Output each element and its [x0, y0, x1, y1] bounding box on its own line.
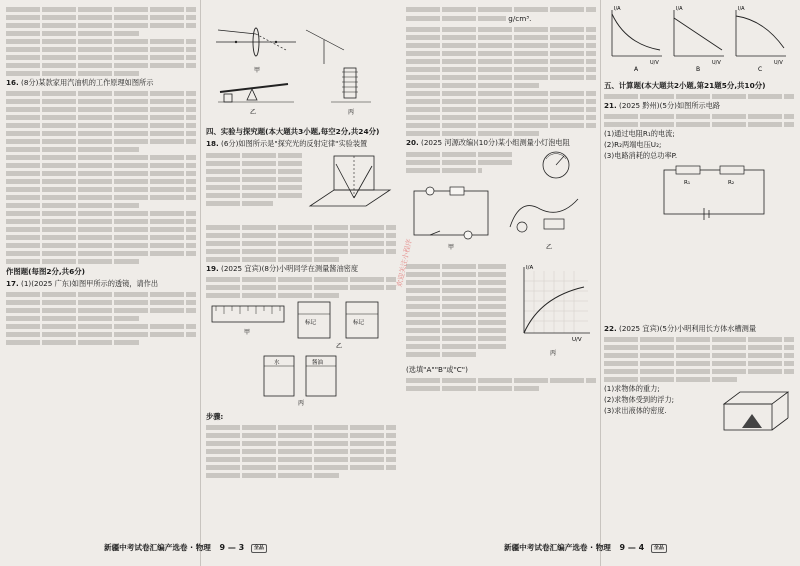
graph-axis-y: I/A [738, 6, 745, 12]
text-line [406, 43, 596, 48]
text-line [6, 163, 196, 168]
text-line [406, 312, 506, 317]
text-line [604, 122, 794, 127]
fig-label-jia: 甲 [448, 244, 455, 251]
text-line [206, 277, 396, 282]
text-line [604, 369, 794, 374]
q22-item-3: (3)求出液体的密度. [604, 406, 667, 415]
container-label: 标记 [353, 320, 365, 326]
steps-title: 步骤: [206, 412, 224, 421]
question-number: 18. [206, 139, 219, 148]
question-number: 16. [6, 78, 19, 87]
fig-label-bing: 丙 [550, 350, 557, 357]
text-line [406, 16, 506, 21]
text-line [206, 177, 302, 182]
text-line [406, 160, 514, 165]
text-line [406, 264, 506, 269]
text-line [6, 155, 196, 160]
text-line [406, 123, 596, 128]
text-line [6, 179, 196, 184]
text-line [6, 300, 196, 305]
text-line [6, 115, 196, 120]
container-1 [298, 302, 330, 338]
text-line [206, 441, 396, 446]
text-line [406, 152, 514, 157]
q22-item-2: (2)求物体受到的浮力; [604, 395, 675, 404]
footer-left [104, 541, 267, 555]
cylinder-label-soy: 酱油 [312, 360, 324, 366]
graph-axis-y: I/A [676, 6, 683, 12]
text-line [406, 59, 596, 64]
graph-axis-x: U/V [774, 60, 783, 66]
text-line [206, 169, 302, 174]
footer-page-number: 9 — 4 [619, 543, 645, 552]
section-5-title: 五、计算题(本大题共2小题,第21题5分,共10分) [604, 81, 766, 90]
iv-graph-svg [510, 261, 596, 361]
graph-axis-x: U/V [712, 60, 721, 66]
circuit-jia [414, 187, 488, 251]
footer-title: 新疆中考试卷汇编产选卷 · 物理 [504, 543, 611, 552]
cylinder-label-water: 水 [274, 360, 280, 366]
subsection-title: 作图题(每图2分,共6分) [6, 267, 85, 276]
text-line [6, 47, 196, 52]
text-line [406, 344, 506, 349]
publisher-badge: 全品 [651, 544, 667, 553]
text-line [206, 257, 339, 262]
option-graph-a [612, 6, 662, 73]
text-line [206, 193, 302, 198]
text-line [406, 75, 596, 80]
text-line [6, 259, 139, 264]
publisher-badge: 全品 [251, 544, 267, 553]
text-line [604, 353, 794, 358]
text-line [6, 308, 196, 313]
text-line [604, 345, 794, 350]
text-line [6, 203, 139, 208]
container-label: 标记 [305, 320, 317, 326]
text-line [6, 243, 196, 248]
text-line [406, 168, 482, 173]
question-text: (2025 宜宾)(5分)小明利用长方体水槽测量 [619, 324, 757, 333]
text-line [406, 280, 506, 285]
question-22 [604, 324, 794, 334]
text-line [206, 241, 396, 246]
text-line [604, 114, 794, 119]
text-line [6, 147, 139, 152]
text-line [406, 35, 596, 40]
text-line [206, 433, 396, 438]
question-number: 19. [206, 264, 219, 273]
container-2 [346, 302, 378, 338]
reflection-figure [306, 150, 394, 222]
meter-figure [518, 149, 594, 183]
q21-circuit [604, 162, 794, 224]
text-line [6, 131, 196, 136]
water-tank-figure [718, 384, 792, 434]
text-line [406, 91, 596, 96]
text-line [206, 249, 396, 254]
q20-body [406, 149, 596, 183]
text-line [206, 225, 396, 230]
column-3 [406, 4, 596, 393]
text-line [6, 195, 196, 200]
q22-items [604, 384, 712, 434]
column-2 [206, 124, 396, 480]
text-line [206, 457, 396, 462]
text-line [206, 201, 273, 206]
coil-figure [331, 68, 371, 116]
footer-right [504, 541, 667, 555]
question-number: 17. [6, 279, 19, 288]
text-line [406, 67, 596, 72]
question-20 [406, 138, 596, 148]
text-line [406, 320, 506, 325]
fig-label-yi: 乙 [546, 244, 553, 251]
text-line [6, 39, 196, 44]
text-line [6, 227, 196, 232]
text-line [406, 328, 506, 333]
text-line [206, 465, 396, 470]
graph-axis-y: I/A [614, 6, 621, 12]
text-line [206, 161, 302, 166]
text-line [206, 185, 302, 190]
footer-page-number: 9 — 3 [219, 543, 245, 552]
graph-axis-x: U/V [650, 60, 659, 66]
text-line [406, 336, 506, 341]
option-graph-b [674, 6, 724, 73]
q18-text [206, 150, 302, 222]
question-text: (6分)如图所示是"探究光的反射定律"实验装置 [221, 139, 368, 148]
figure-q17-svg [206, 20, 396, 120]
text-line [6, 55, 196, 60]
circuit-label-r1: R₁ [684, 180, 691, 186]
fig-label-jia: 甲 [244, 329, 251, 336]
text-line [406, 107, 596, 112]
lens-figure [216, 28, 344, 74]
answer-space [604, 228, 794, 324]
text-line [6, 31, 139, 36]
text-line [604, 377, 737, 382]
text-line [6, 7, 196, 12]
q21-item-3: (3)电路消耗的总功率P. [604, 151, 678, 160]
figures-q17 [206, 20, 396, 120]
text-line [6, 71, 139, 76]
text-line [406, 352, 476, 357]
fig-label-jia: 甲 [254, 67, 261, 74]
balance-figure [212, 306, 284, 336]
text-line [6, 63, 196, 68]
unit-text: g/cm³. [508, 14, 532, 23]
circuit-label-r2: R₂ [728, 180, 735, 186]
text-line [604, 94, 794, 99]
circuit-figures [406, 183, 596, 257]
column-4 [604, 4, 794, 434]
text-line [406, 386, 539, 391]
fig-label-bing: 丙 [298, 400, 305, 407]
fig-label-bing: 丙 [348, 109, 355, 116]
text-line [206, 449, 396, 454]
q20-text [406, 149, 514, 183]
q18-body [206, 150, 396, 222]
question-18 [206, 139, 396, 149]
text-line [206, 425, 396, 430]
text-line [6, 107, 196, 112]
q20-part2-text [406, 261, 506, 365]
watermark: 欢迎关注小程序 [395, 238, 414, 288]
question-16 [6, 78, 196, 88]
question-text: (2025 宜宾)(8分)小明同学在测量酱油密度 [221, 264, 359, 273]
text-line [406, 272, 506, 277]
q22-item-1: (1)求物体的重力; [604, 384, 660, 393]
footer-title: 新疆中考试卷汇编产选卷 · 物理 [104, 543, 211, 552]
circuit-yi [510, 199, 578, 251]
lever-figure [218, 84, 294, 116]
text-line [406, 115, 596, 120]
text-line [6, 235, 196, 240]
graph-label-a: A [634, 66, 639, 73]
text-line [406, 27, 596, 32]
text-line [6, 211, 196, 216]
text-line [206, 473, 339, 478]
text-line [406, 304, 506, 309]
text-line [6, 324, 196, 329]
graph-label-b: B [696, 66, 701, 73]
column-1 [6, 4, 196, 347]
option-graph-c [736, 6, 786, 73]
text-line [406, 51, 596, 56]
text-line [6, 219, 196, 224]
text-line [206, 285, 396, 290]
fig-label-yi: 乙 [250, 109, 257, 116]
text-line [6, 251, 196, 256]
text-line [406, 131, 539, 136]
fig-label-yi: 乙 [336, 343, 343, 350]
q21-item-2: (2)R₂两端电压U₂; [604, 140, 662, 149]
text-line [6, 316, 139, 321]
graph-label-c: C [758, 66, 763, 73]
question-text: (1)(2025 广东)如图甲所示的透镜，请作出 [21, 279, 159, 288]
section-4-title: 四、实验与探究题(本大题共3小题,每空2分,共24分) [206, 127, 380, 136]
text-line [6, 15, 196, 20]
question-19 [206, 264, 396, 274]
text-line [6, 340, 139, 345]
text-line [6, 187, 196, 192]
q22-body [604, 384, 794, 434]
density-figures [206, 300, 396, 408]
question-text: (8分)某款家用汽油机的工作原理如图所示 [21, 78, 154, 87]
iv-graph [510, 261, 596, 365]
text-line [406, 7, 596, 12]
answer-option: (选填"A""B"或"C") [406, 365, 468, 374]
question-text: (2025 河源改编)(10分)某小组测量小灯泡电阻 [421, 138, 570, 147]
column-separator-left [200, 0, 201, 566]
text-line [6, 99, 196, 104]
text-line [6, 292, 196, 297]
question-number: 21. [604, 101, 617, 110]
question-number: 22. [604, 324, 617, 333]
text-line [406, 99, 596, 104]
column-separator-right [600, 0, 601, 566]
text-line [604, 361, 794, 366]
graph-title: I/A [526, 265, 534, 271]
unit-line [406, 14, 596, 24]
iv-option-graphs [604, 4, 794, 74]
text-line [406, 296, 506, 301]
text-line [6, 139, 196, 144]
text-line [6, 23, 196, 28]
question-21 [604, 101, 794, 111]
question-17 [6, 279, 196, 289]
q21-item-1: (1)通过电阻R₁的电流; [604, 129, 675, 138]
cylinder-soy [306, 356, 336, 396]
text-line [406, 83, 539, 88]
cylinder-water [264, 356, 294, 396]
text-line [406, 378, 596, 383]
text-line [406, 288, 506, 293]
text-line [206, 153, 302, 158]
question-text: (2025 黔州)(5分)如图所示电路 [619, 101, 721, 110]
q20-part2 [406, 261, 596, 365]
text-line [206, 233, 396, 238]
graph-axis-x: U/V [572, 337, 582, 343]
text-line [6, 123, 196, 128]
text-line [206, 293, 339, 298]
text-line [6, 332, 196, 337]
text-line [6, 171, 196, 176]
question-number: 20. [406, 138, 419, 147]
text-line [6, 91, 196, 96]
text-line [604, 337, 794, 342]
